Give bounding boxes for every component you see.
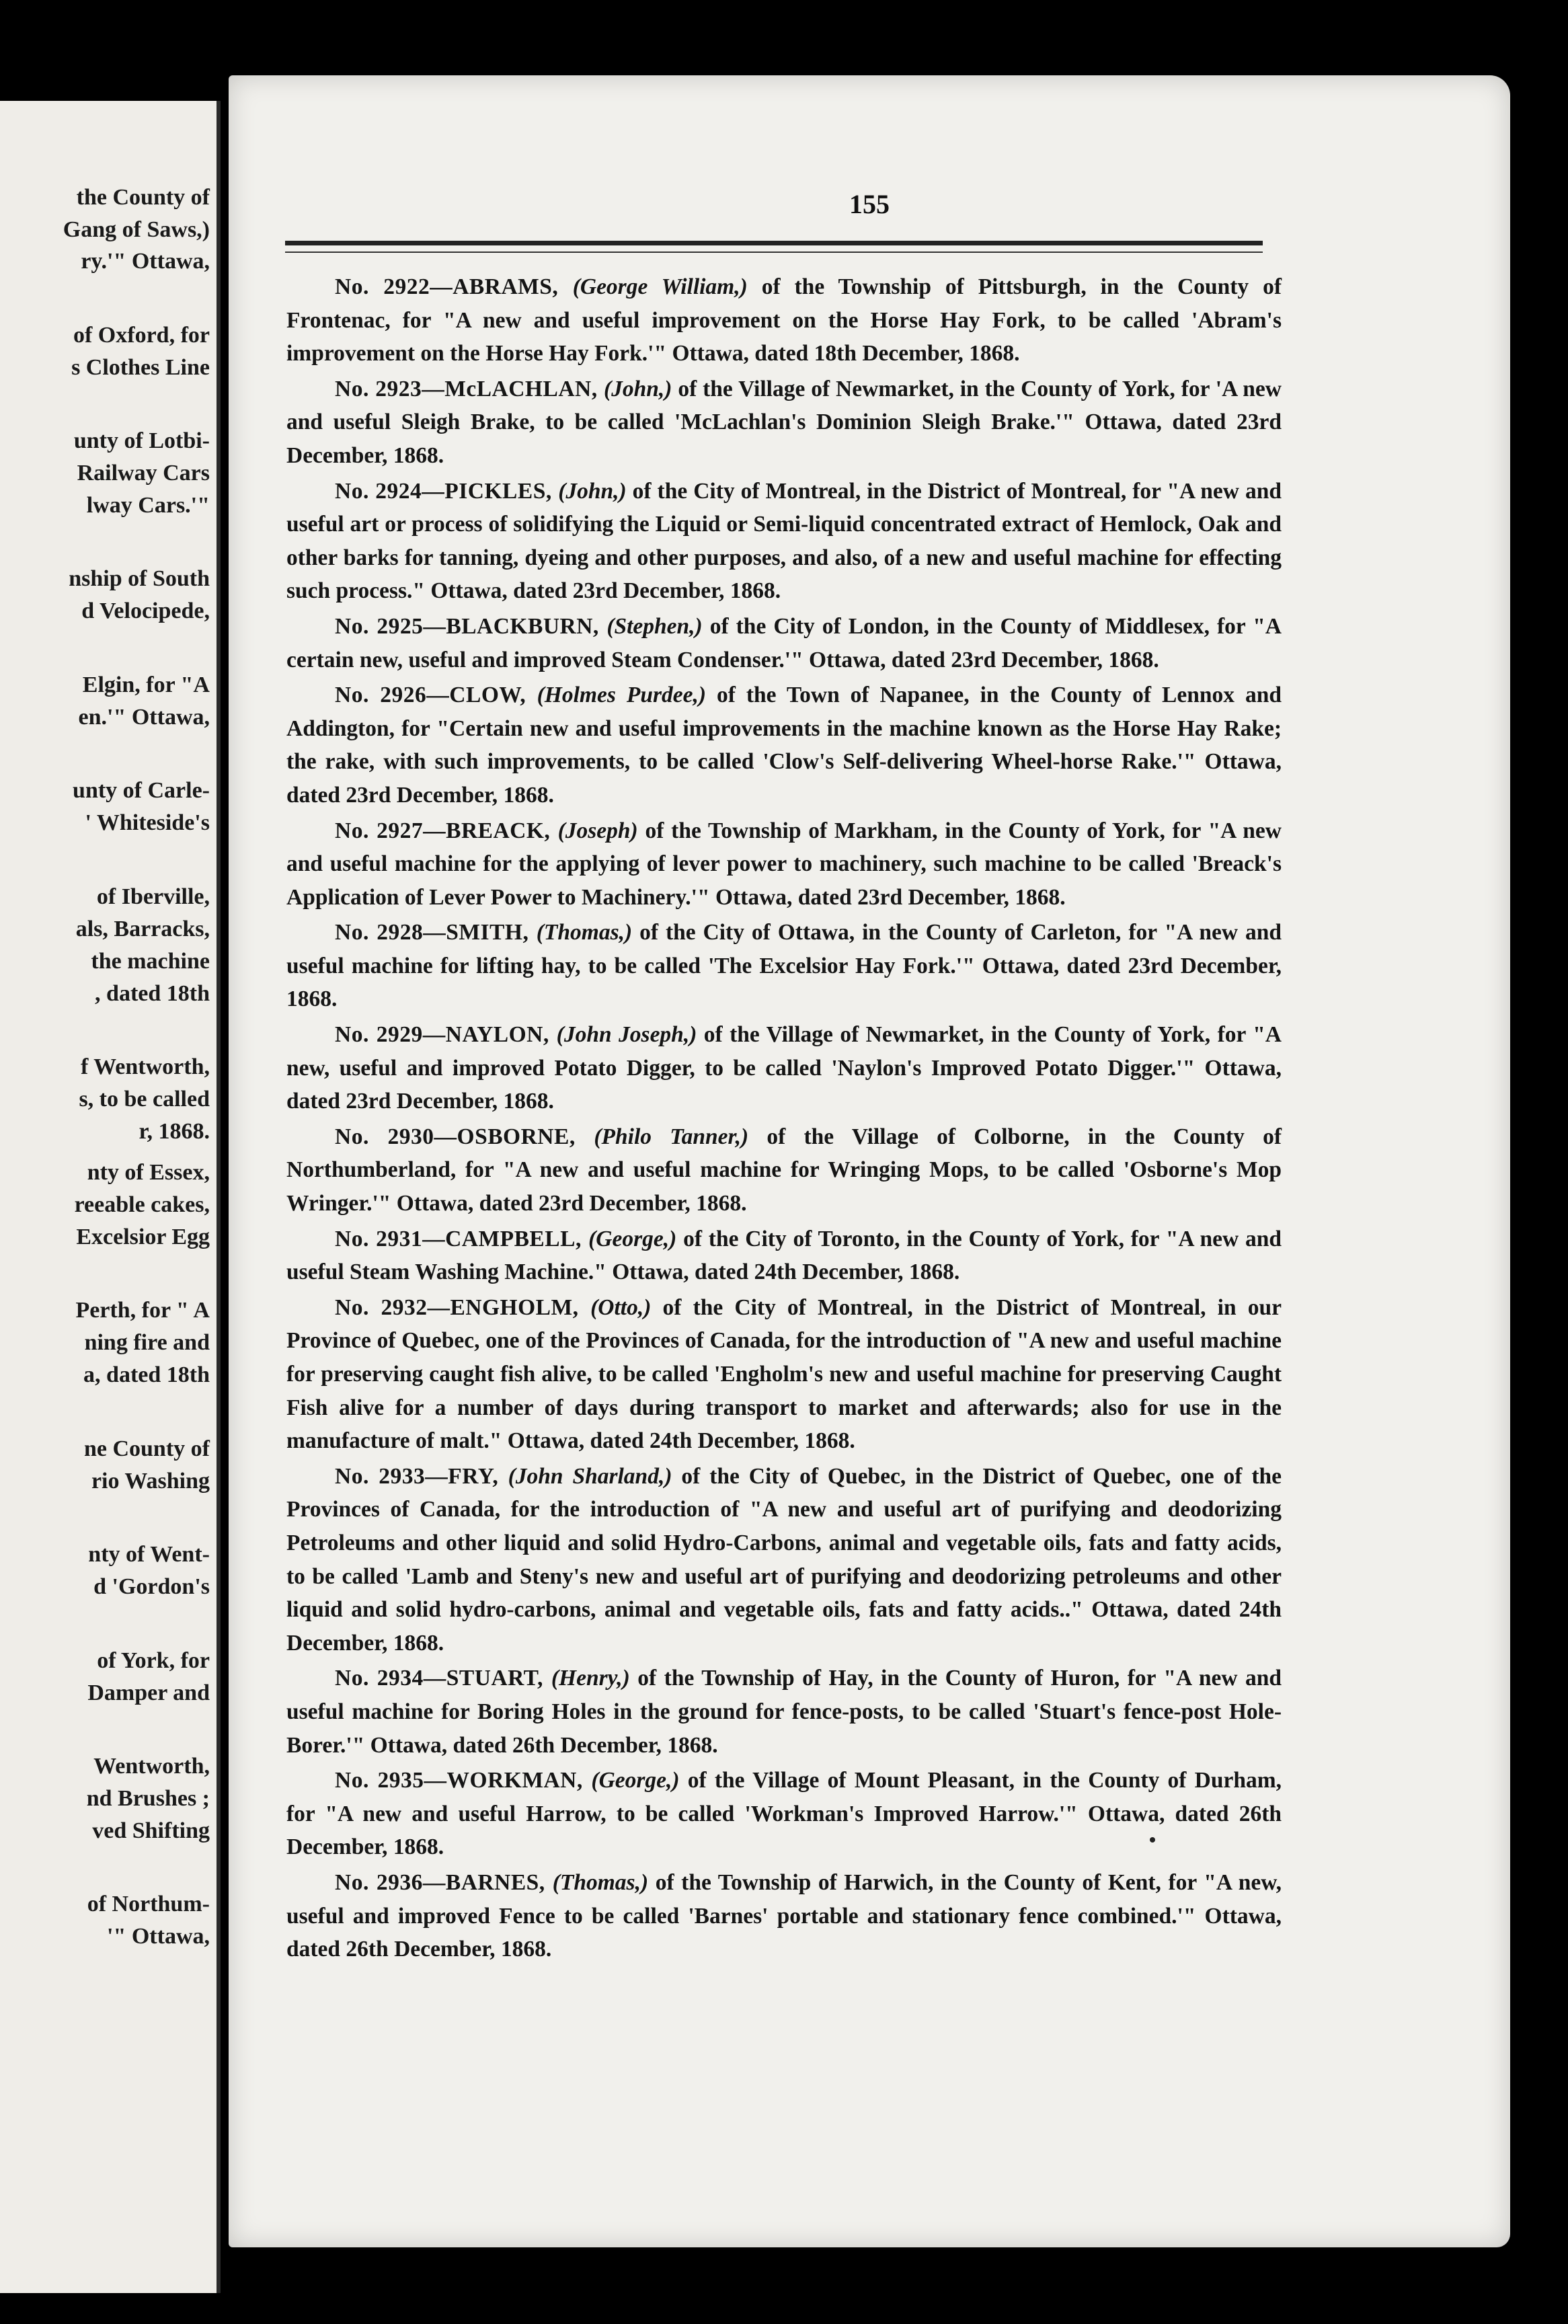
left-page-fragment: Perth, for " A (75, 1298, 210, 1323)
left-page-fragment: Damper and (87, 1680, 210, 1705)
left-page-fragment: Railway Cars (77, 461, 210, 486)
patent-description: of the Village of Newmarket, in the County of York, for "A new, useful and improved Potato Digger, to be called 'Naylon's Improved Potato Digger.'" Ottawa, dated 23rd December, 1868. (286, 1022, 1282, 1114)
patent-description: of the Township of Harwich, in the County of Kent, for "A new, useful and improved Fence to be called 'Barnes' portable and stationary fence combined.'" Ottawa, dated 26th December, 1868. (286, 1869, 1282, 1962)
patent-entry (286, 1460, 1282, 1660)
patent-number: No. 2927—BREACK, (335, 818, 558, 843)
patent-description: of the City of Montreal, in the District of Montreal, for "A new and useful art or process of solidifying the Liquid or Semi-liquid concentrated extract of Hemlock, Oak and other barks for tanning, dyeing and other purposes, and also, of a new and useful machine for effecting such process." Ottawa, dated 23rd December, 1868. (286, 478, 1282, 604)
patent-entry (286, 373, 1282, 473)
left-page-fragment: reeable cakes, (74, 1192, 210, 1217)
inventor-name: (George William,) (572, 274, 748, 299)
patent-entry (286, 270, 1282, 371)
left-page-fragment: ne County of (83, 1436, 210, 1461)
page-number: 155 (849, 189, 890, 219)
left-page-fragment: the County of (76, 185, 210, 210)
left-page-fragment: Excelsior Egg (76, 1225, 210, 1249)
left-page-margin (0, 101, 221, 2293)
patent-entry (286, 1223, 1282, 1289)
left-page-fragment: d Velocipede, (81, 598, 210, 623)
left-page-fragment: ry.'" Ottawa, (81, 249, 210, 274)
inventor-name: (John,) (604, 376, 672, 401)
left-page-fragment: Elgin, for "A (82, 672, 210, 697)
left-page-fragment: a, dated 18th (83, 1362, 210, 1387)
patent-entry-list (286, 270, 1282, 1968)
patent-number: No. 2931—CAMPBELL, (335, 1226, 589, 1251)
inventor-name: (John Joseph,) (556, 1022, 697, 1048)
patent-number: No. 2934—STUART, (335, 1666, 551, 1691)
header-rule-thin (285, 251, 1263, 253)
inventor-name: (John,) (558, 478, 627, 504)
patent-entry (286, 679, 1282, 812)
left-page-fragment: r, 1868. (139, 1119, 210, 1144)
patent-entry (286, 1764, 1282, 1864)
left-page-fragment: lway Cars.'" (86, 493, 210, 518)
patent-number: No. 2926—CLOW, (335, 683, 537, 708)
left-page-fragment: nship of South (69, 566, 210, 591)
patent-description: of the Township of Hay, in the County of Huron, for "A new and useful machine for Boring Holes in the ground for fence-posts, to be called 'Stuart's fence-post Hole-Borer.'" Ottawa, dated 26th December, 1868. (286, 1666, 1282, 1758)
left-page-fragment: d 'Gordon's (93, 1574, 210, 1599)
left-page-fragment: unty of Lotbi- (73, 428, 210, 453)
left-page-fragment: Wentworth, (93, 1754, 210, 1779)
inventor-name: (George,) (591, 1768, 680, 1793)
patent-description: of the Township of Markham, in the County of York, for "A new and useful machine for the applying of lever power to machinery, such machine to be called 'Breack's Application of Lever Power to Machinery.'" Ottawa, dated 23rd December, 1868. (286, 818, 1282, 910)
inventor-name: (John Sharland,) (508, 1463, 672, 1489)
document-page (229, 75, 1510, 2247)
patent-description: of the Village of Newmarket, in the County of York, for 'A new and useful Sleigh Brake, to be called 'McLachlan's Dominion Sleigh Brake.'" Ottawa, dated 23rd December, 1868. (286, 376, 1282, 468)
left-page-fragment: Gang of Saws,) (63, 217, 210, 242)
patent-number: No. 2922—ABRAMS, (335, 274, 573, 299)
left-page-fragment: nty of Went- (88, 1542, 210, 1567)
patent-entry (286, 814, 1282, 915)
left-page-fragment: of Iberville, (96, 884, 210, 909)
inventor-name: (Stephen,) (606, 613, 703, 639)
inventor-name: (Thomas,) (552, 1869, 649, 1895)
left-page-fragment: rio Washing (91, 1469, 210, 1494)
left-page-fragment: of Northum- (87, 1892, 210, 1916)
patent-description: of the City of Ottawa, in the County of Carleton, for "A new and useful machine for lifting hay, to be called 'The Excelsior Hay Fork.'" Ottawa, dated 23rd December, 1868. (286, 920, 1282, 1012)
patent-description: of the City of Quebec, in the District of Quebec, one of the Provinces of Canada, for the introduction of "A new and useful art of purifying and deodorizing Petroleums and other liquid and solid Hydro-Carbons, animal and vegetable oils, fats and fatty acids, to be called 'Lamb and Steny's new and useful art of purifying and deodorizing petroleums and other liquid and solid hydro-carbons, animal and vegetable oils, fats and fatty acids.." Ottawa, dated 24th December, 1868. (286, 1463, 1282, 1656)
patent-entry (286, 1120, 1282, 1221)
patent-number: No. 2932—ENGHOLM, (335, 1294, 591, 1320)
patent-number: No. 2930—OSBORNE, (335, 1124, 594, 1149)
inventor-name: (Henry,) (551, 1666, 630, 1691)
left-page-fragment: '" Ottawa, (107, 1924, 210, 1949)
patent-description: of the Town of Napanee, in the County of Lennox and Addington, for "Certain new and useful improvements in the machine known as the Horse Hay Rake; the rake, with such improvements, to be called 'Clow's Self-delivering Wheel-horse Rake.'" Ottawa, dated 23rd December, 1868. (286, 683, 1282, 808)
patent-entry (286, 475, 1282, 608)
left-page-fragment: unty of Carle- (73, 778, 210, 803)
left-page-fragment: of York, for (97, 1648, 210, 1673)
patent-entry (286, 1018, 1282, 1118)
patent-entry (286, 1662, 1282, 1762)
left-page-fragment: ning fire and (84, 1330, 210, 1355)
patent-description: of the Village of Mount Pleasant, in the County of Durham, for "A new and useful Harrow, to be called 'Workman's Improved Harrow.'" Ottawa, dated 26th December, 1868. (286, 1768, 1282, 1860)
patent-entry (286, 1866, 1282, 1966)
patent-entry (286, 610, 1282, 676)
inventor-name: (Philo Tanner,) (594, 1124, 749, 1149)
inventor-name: (Thomas,) (536, 920, 633, 945)
left-page-fragment: als, Barracks, (75, 917, 210, 941)
patent-number: No. 2936—BARNES, (335, 1869, 553, 1895)
left-page-fragment: s Clothes Line (71, 355, 210, 380)
inventor-name: (Otto,) (590, 1294, 652, 1320)
patent-number: No. 2933—FRY, (335, 1463, 508, 1489)
patent-number: No. 2929—NAYLON, (335, 1022, 557, 1048)
left-page-fragment: the machine (91, 949, 210, 974)
inventor-name: (George,) (588, 1226, 677, 1251)
patent-number: No. 2925—BLACKBURN, (335, 613, 607, 639)
patent-description: of the City of Toronto, in the County of York, for "A new and useful Steam Washing Machine." Ottawa, dated 24th December, 1868. (286, 1226, 1282, 1285)
left-page-fragment: nty of Essex, (87, 1160, 210, 1185)
left-page-fragment: f Wentworth, (80, 1054, 210, 1079)
patent-description: of the Village of Colborne, in the County of Northumberland, for "A new and useful machine for Wringing Mops, to be called 'Osborne's Mop Wringer.'" Ottawa, dated 23rd December, 1868. (286, 1124, 1282, 1216)
patent-entry (286, 1291, 1282, 1458)
left-page-fragment: s, to be called (79, 1087, 210, 1112)
patent-description: of the City of Montreal, in the District of Montreal, in our Province of Quebec, one of the Provinces of Canada, for the introduction of "A new and useful machine for preserving caught fish alive, to be called 'Engholm's new and useful machine for preserving Caught Fish alive for a number of days during transport to market and afterwards; also for use in the manufacture of malt." Ottawa, dated 24th December, 1868. (286, 1294, 1282, 1454)
header-rule-thick (285, 241, 1263, 245)
left-page-fragment: of Oxford, for (73, 323, 210, 348)
patent-number: No. 2924—PICKLES, (335, 478, 559, 504)
left-page-fragment: , dated 18th (95, 981, 210, 1006)
patent-number: No. 2935—WORKMAN, (335, 1768, 592, 1793)
left-page-fragment: ved Shifting (92, 1818, 210, 1843)
patent-description: of the Township of Pittsburgh, in the County of Frontenac, for "A new and useful improvement on the Horse Hay Fork, to be called 'Abram's improvement on the Horse Hay Fork.'" Ottawa, dated 18th December, 1868. (286, 274, 1282, 366)
left-page-fragment: en.'" Ottawa, (78, 705, 210, 730)
inventor-name: (Holmes Purdee,) (537, 683, 707, 708)
print-speck (1150, 1837, 1155, 1843)
patent-entry (286, 916, 1282, 1016)
inventor-name: (Joseph) (557, 818, 638, 843)
patent-description: of the City of London, in the County of Middlesex, for "A certain new, useful and improved Steam Condenser.'" Ottawa, dated 23rd December, 1868. (286, 613, 1282, 672)
left-page-fragment: ' Whiteside's (85, 810, 210, 835)
left-page-fragment: nd Brushes ; (86, 1786, 210, 1811)
patent-number: No. 2923—McLACHLAN, (335, 376, 604, 401)
patent-number: No. 2928—SMITH, (335, 920, 537, 945)
